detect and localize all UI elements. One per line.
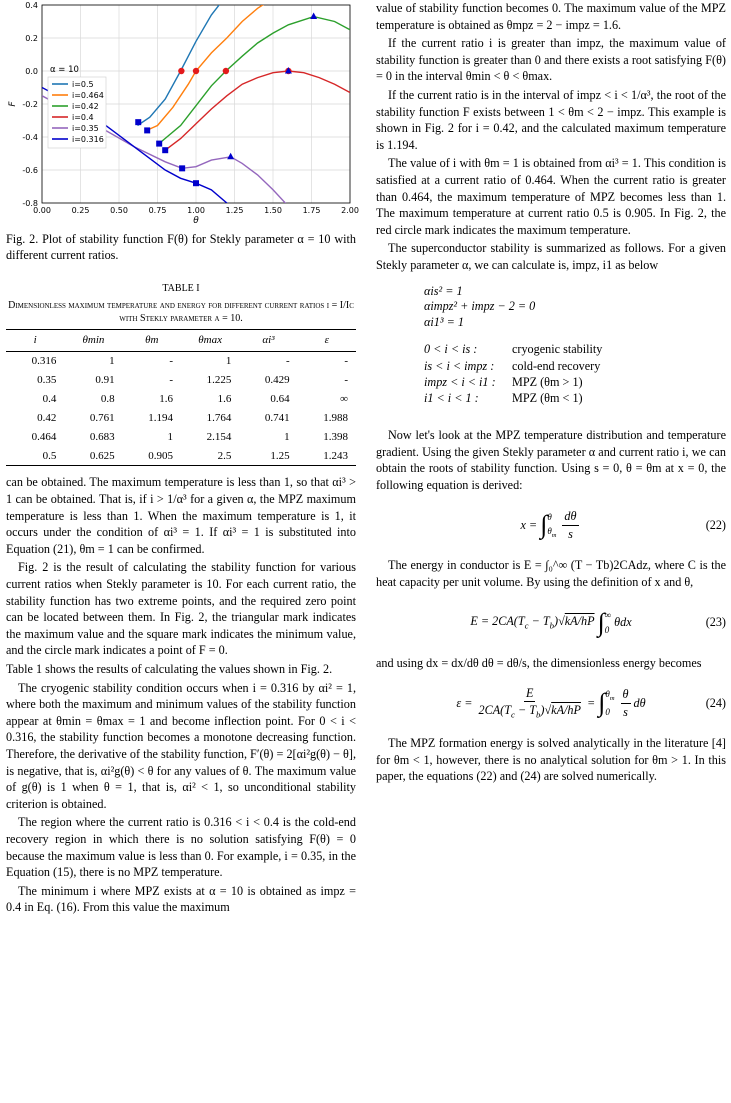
table-cell: 0.35 <box>37 373 57 386</box>
condition-label: cryogenic stability <box>512 342 603 357</box>
legend-label: i=0.4 <box>72 113 94 122</box>
condition-range: 0 < i < is : <box>424 342 478 357</box>
table-cell: 1.988 <box>323 411 348 424</box>
threshold-equations <box>424 284 726 332</box>
table-row <box>6 371 356 390</box>
body-paragraph: The value of i with θm = 1 is obtained from αi³ = 1. This condition is satisfied at a current ratio of 0.464. When the current ratio is greater than 0.464, the maximum temperature of MPZ becomes less than 1. The maximum temperature at current ratio 0.5 is 0.905. In Fig. 2, the red circle mark indicates the maximum temperature. <box>376 156 726 237</box>
right-body-text-top <box>376 0 726 274</box>
threshold-equation: αimpz² + impz − 2 = 0 <box>424 299 536 314</box>
zero-marker <box>193 68 199 74</box>
table-cell: 1.398 <box>323 430 348 443</box>
table-cell: 0.4 <box>42 392 57 405</box>
table-cell: 0.625 <box>64 447 122 466</box>
table-header-cell: θmin <box>64 329 122 351</box>
y-tick-label: -0.2 <box>22 100 38 109</box>
x-axis-label: θ <box>193 216 199 226</box>
legend-label: i=0.35 <box>72 124 99 133</box>
zero-marker <box>223 68 229 74</box>
table-cell: 0.64 <box>270 392 290 405</box>
minimum-marker <box>135 119 141 125</box>
table-cell: 0.464 <box>31 430 57 443</box>
table-title: TABLE I <box>162 282 200 294</box>
body-paragraph: value of stability function becomes 0. The maximum value of the MPZ temperature is obtained as θmpz = 2 − impz = 1.6. <box>376 1 726 32</box>
y-axis-label: F <box>8 101 18 107</box>
body-paragraph: The region where the current ratio is 0.316 < i < 0.4 is the cold-end recovery region in which there is no solution satisfying F(θ) = 0 because the maximum value is less than 0. For example, i = 0.35, in the Equation (15), there is no MPZ temperature. <box>6 815 356 880</box>
table-cell: 1.6 <box>217 392 232 405</box>
eq23-number: (23) <box>705 615 726 630</box>
paragraph-dx: and using dx = dx/dθ dθ = dθ/s, the dimensionless energy becomes <box>376 655 702 670</box>
table-cell: 2.154 <box>206 430 232 443</box>
condition-label: cold-end recovery <box>512 358 601 373</box>
minimum-marker <box>156 141 162 147</box>
condition-range: i1 < i < 1 : <box>424 391 479 406</box>
legend-label: i=0.316 <box>72 135 104 144</box>
table-cell: 1 <box>109 354 115 367</box>
table-cell: - <box>344 354 348 367</box>
table-cell: 0.42 <box>37 411 57 424</box>
y-tick-label: 0.2 <box>25 34 38 43</box>
eq24-number: (24) <box>705 695 726 710</box>
table-cell: 1.6 <box>159 392 173 405</box>
table-cell: - <box>344 373 348 386</box>
x-tick-label: 0.75 <box>148 206 167 215</box>
table-row <box>6 409 356 428</box>
table-header-cell: ε <box>298 329 356 351</box>
legend-label: i=0.5 <box>72 80 94 89</box>
x-tick-label: 2.00 <box>341 206 359 215</box>
table-cell: - <box>169 354 173 367</box>
condition-label: MPZ (θm > 1) <box>512 375 583 390</box>
table-cell: 0.316 <box>31 354 57 367</box>
table-cell: 0.761 <box>89 411 115 424</box>
body-paragraph: can be obtained. The maximum temperature is less than 1, so that αi³ > 1 can be obtained. That is, if i > 1/α³ for a given α, the MPZ maximum temperature is less than 1. When the maximum temperature is 1, it occurs under the condition of αi³ = 1. If αi³ = 1 is substituted into Equation (21), θm = 1 can be confirmed. <box>6 475 356 556</box>
table-cell: 1 <box>225 354 232 367</box>
table-header-cell: θmax <box>181 329 239 351</box>
x-tick-label: 1.75 <box>302 206 321 215</box>
y-tick-label: 0.0 <box>25 67 38 76</box>
x-tick-label: 1.00 <box>187 206 205 215</box>
table-row <box>6 351 356 370</box>
table-header-cell: θm <box>123 329 181 351</box>
y-tick-label: -0.6 <box>22 166 38 175</box>
inflection-marker <box>193 180 199 186</box>
table-row <box>6 428 356 447</box>
x-tick-label: 0.25 <box>71 206 90 215</box>
table-cell: 1.243 <box>298 447 356 466</box>
table-cell: 0.8 <box>100 392 115 405</box>
paragraph-energy: The energy in conductor is E = ∫₀^∞ (T − Tb)2CAdz, where C is the heat capacity per unit volume. By using the definition of x and θ, <box>376 558 726 589</box>
table-cell: - <box>169 373 173 386</box>
x-tick-label: 1.50 <box>264 206 282 215</box>
left-body-text <box>6 474 356 915</box>
table-body <box>6 351 356 466</box>
eq22-number: (22) <box>705 518 726 533</box>
minimum-marker <box>179 165 185 171</box>
body-paragraph: Fig. 2 is the result of calculating the stability function for various current ratios when Stekly parameter is 10. For each current ratio, the stability function has two extreme points, and the required zero point can be located between them. In Fig. 2, the triangular mark indicates the maximum value and the square mark indicates the minimum value, and the circle mark indicates a point of F = 0. <box>6 560 356 658</box>
table-header-cell: αi³ <box>239 329 297 351</box>
table-header-cell: i <box>6 329 64 351</box>
body-paragraph: The cryogenic stability condition occurs when i = 0.316 by αi² = 1, where both the maximum and minimum values of the stability function appear at θmin = θmax = 1 and become inflection point. For 0 < i < 0.316, the stability function becomes a monotone decreasing function. Therefore, the derivative of the stability function, F′(θ) = 2[αi²g(θ) − θ], is negative, that is, αi²g(θ) < θ for any values of θ. The maximum value of g(θ) is 1 when θ = 1, that is, αi² < 1, so unconditional stability criterion is obtained. <box>6 680 356 811</box>
results-table <box>6 329 356 467</box>
stability-conditions <box>424 341 726 407</box>
paragraph-final: The MPZ formation energy is solved analytically in the literature [4] for θm < 1, however, there is no analytical solution for θm > 1. In this paper, the equations (22) and (24) are solved numerically. <box>376 736 726 784</box>
right-column <box>376 0 726 787</box>
condition-range: impz < i < i1 : <box>424 375 496 390</box>
zero-marker <box>178 68 184 74</box>
minimum-marker <box>162 147 168 153</box>
threshold-equation: αis² = 1 <box>424 283 463 298</box>
y-tick-label: -0.8 <box>22 199 38 208</box>
body-paragraph: If the current ratio is in the interval of impz < i < 1/α³, the root of the stability function F exists between 1 < θm < 2 − impz. This example is shown in Fig. 2 for i = 0.42, and the calculated maximum temperature is 1.194. <box>376 87 726 152</box>
y-tick-label: -0.4 <box>22 133 38 142</box>
body-paragraph: The superconductor stability is summarized as follows. For a given Stekly parameter α, we can calculate is, impz, i1 as below <box>376 241 726 272</box>
table-cell: 0.905 <box>123 447 181 466</box>
table-cell: 1 <box>167 430 173 443</box>
table-subtitle: Dimensionless maximum temperature and energy for different current ratios i = I/Ic with Stekly parameter α = 10. <box>8 299 354 324</box>
table-cell: 1.25 <box>239 447 297 466</box>
left-column <box>6 0 359 918</box>
table-cell: ∞ <box>340 392 348 405</box>
table-row <box>6 447 356 466</box>
x-tick-label: 0.00 <box>33 206 51 215</box>
x-tick-label: 1.25 <box>225 206 244 215</box>
table-cell: 2.5 <box>181 447 239 466</box>
table-row <box>6 390 356 409</box>
table-cell: 1.764 <box>206 411 232 424</box>
legend-label: i=0.42 <box>72 102 99 111</box>
condition-range: is < i < impz : <box>424 358 495 373</box>
legend-label: i=0.464 <box>72 91 104 100</box>
table-cell: 1.225 <box>206 373 232 386</box>
stability-function-chart <box>6 0 359 226</box>
y-tick-label: 0.4 <box>25 1 38 10</box>
body-paragraph: Table 1 shows the results of calculating the values shown in Fig. 2. <box>6 661 333 676</box>
table-cell: 1.194 <box>148 411 173 424</box>
table-cell: - <box>285 354 290 367</box>
condition-label: MPZ (θm < 1) <box>512 391 583 406</box>
table-cell: 0.91 <box>95 373 115 386</box>
figure-caption: Fig. 2. Plot of stability function F(θ) for Stekly parameter α = 10 with different current ratios. <box>6 231 356 263</box>
minimum-marker <box>144 127 150 133</box>
equation-23: $E = 2CA(T_c - T_b)√kA/hP$ ∫ ∞ 0 θdx (23) <box>470 607 726 637</box>
table-cell: 0.5 <box>6 447 64 466</box>
table-header-row <box>6 329 356 351</box>
body-paragraph: The minimum i where MPZ exists at α = 10 is obtained as impz = 0.4 in Eq. (16). From this value the maximum <box>6 883 356 915</box>
equation-22: x = ∫ θ $\theta_m$ $\frac{d\theta}{s}$ (22) <box>520 509 726 541</box>
body-paragraph: If the current ratio i is greater than impz, the maximum value of stability function is greater than 0 and there exists a root satisfying F(θ) = 0 in the interval θmin < θ < θmax. <box>376 36 726 84</box>
x-tick-label: 0.50 <box>110 206 128 215</box>
table-cell: 1 <box>284 430 290 443</box>
table-cell: 0.741 <box>264 411 290 424</box>
alpha-annotation: α = 10 <box>50 65 79 75</box>
table-cell: 0.429 <box>264 373 290 386</box>
right-body-text-mid <box>376 427 726 493</box>
threshold-equation: αi1³ = 1 <box>424 315 464 330</box>
table-cell: 0.683 <box>89 430 115 443</box>
equation-24: ε = $\frac{E}{2CA(T_c - T_b)√kA/hP}$ = ∫ $\theta_m$ 0 $\frac{\theta}{s}$ dθ (24) <box>456 685 726 720</box>
body-paragraph: Now let's look at the MPZ temperature distribution and temperature gradient. Using the given Stekly parameter α and current ratio i, we can obtain the roots of stability function. Using s = 0, θ = θm at x = 0, the following equation is derived: <box>376 427 726 492</box>
